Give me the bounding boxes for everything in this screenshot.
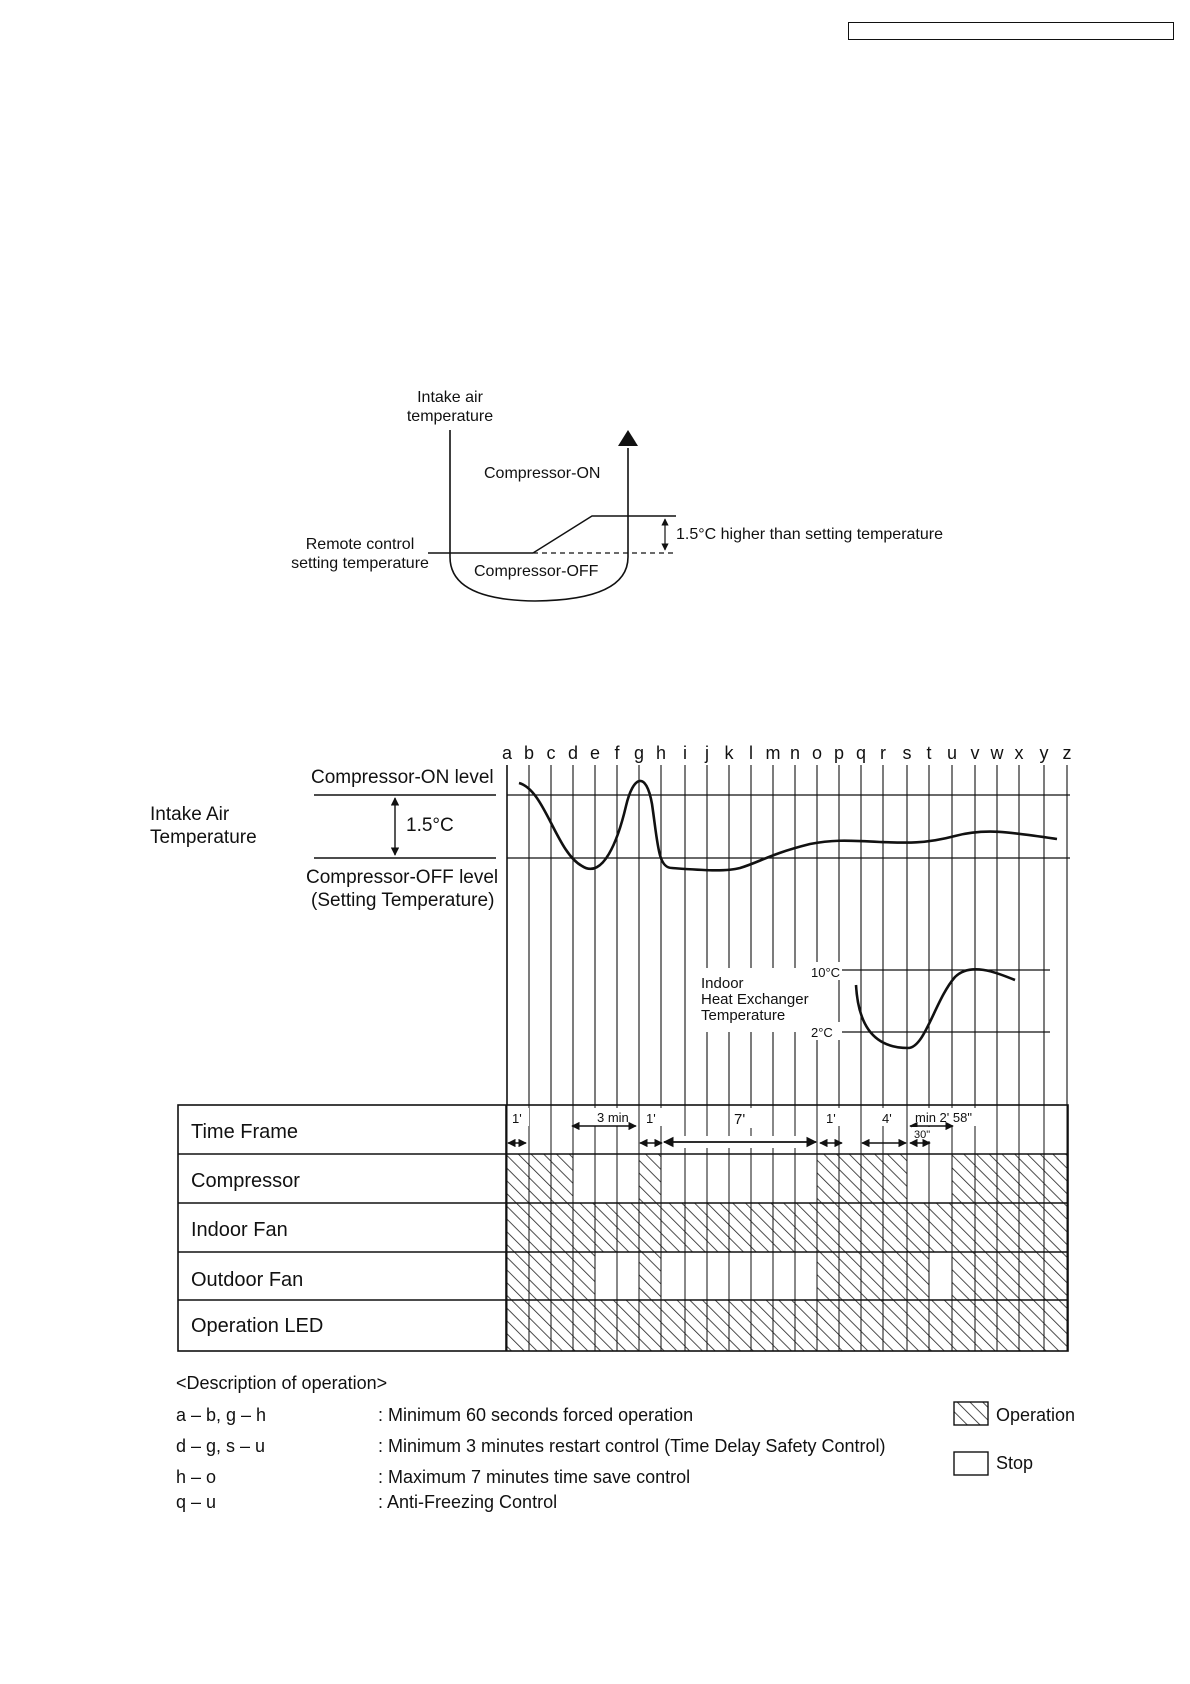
tf-30: 30"	[914, 1129, 931, 1141]
state-cell	[639, 1203, 661, 1252]
state-cell	[997, 1203, 1019, 1252]
setting-temp-label: Remote control	[305, 536, 415, 553]
state-cell	[795, 1154, 817, 1203]
hx-low-label: 2°C	[811, 1025, 833, 1040]
state-cell	[952, 1203, 975, 1252]
state-cell	[997, 1154, 1019, 1203]
state-cell	[795, 1252, 817, 1300]
state-cell	[707, 1154, 729, 1203]
state-cell	[573, 1203, 595, 1252]
state-cell	[929, 1203, 952, 1252]
state-cell	[773, 1300, 795, 1351]
tf-4: 1'	[826, 1111, 836, 1126]
state-cell	[685, 1203, 707, 1252]
column-label-m: m	[765, 743, 781, 763]
tf-7: 7'	[734, 1111, 746, 1128]
state-cell	[1044, 1300, 1067, 1351]
state-cell	[795, 1300, 817, 1351]
state-cell	[639, 1300, 661, 1351]
state-cell	[861, 1154, 883, 1203]
state-cell	[529, 1154, 551, 1203]
row-label-compressor: Compressor	[191, 1170, 300, 1192]
legend-stop-swatch	[954, 1452, 988, 1475]
state-cell	[617, 1252, 639, 1300]
setting-temp-label-2: setting temperature	[291, 555, 429, 572]
state-cell	[883, 1300, 907, 1351]
state-cell	[551, 1300, 573, 1351]
state-cell	[975, 1203, 997, 1252]
compressor-off-label: Compressor-OFF	[474, 563, 599, 580]
state-cell	[1019, 1154, 1044, 1203]
intake-air-label-2: temperature	[406, 408, 494, 425]
state-cell	[507, 1203, 529, 1252]
description-items	[176, 1405, 885, 1512]
state-cell	[507, 1154, 529, 1203]
legend-operation-label: Operation	[996, 1405, 1076, 1425]
state-cell	[707, 1252, 729, 1300]
state-cell	[729, 1300, 751, 1351]
column-label-r: r	[880, 743, 886, 763]
description-title: <Description of operation>	[176, 1373, 388, 1393]
state-cell	[861, 1252, 883, 1300]
column-label-b: b	[523, 743, 535, 763]
state-cell	[817, 1203, 839, 1252]
state-cell	[507, 1252, 529, 1300]
state-cell	[661, 1203, 685, 1252]
state-cell	[975, 1252, 997, 1300]
state-cell	[751, 1154, 773, 1203]
on-arrow-head	[618, 430, 638, 446]
state-cell	[751, 1252, 773, 1300]
state-cell	[595, 1252, 617, 1300]
state-cell	[661, 1300, 685, 1351]
state-cell	[729, 1203, 751, 1252]
column-label-h: h	[655, 743, 667, 763]
state-cell	[997, 1252, 1019, 1300]
state-cell	[773, 1203, 795, 1252]
tf-2: 1'	[646, 1111, 656, 1126]
column-label-x: x	[1014, 743, 1024, 763]
column-label-w: w	[990, 743, 1004, 763]
state-cell	[952, 1252, 975, 1300]
state-cell	[907, 1154, 929, 1203]
state-cell	[729, 1252, 751, 1300]
state-cell	[883, 1154, 907, 1203]
state-cell	[551, 1252, 573, 1300]
state-cell	[817, 1300, 839, 1351]
state-cell	[907, 1203, 929, 1252]
state-cell	[883, 1203, 907, 1252]
on-level-label: Compressor-ON level	[311, 767, 494, 788]
row-label-indoor-fan: Indoor Fan	[191, 1219, 288, 1241]
state-cell	[685, 1252, 707, 1300]
state-cell	[907, 1300, 929, 1351]
column-label-k: k	[724, 743, 734, 763]
state-cell	[507, 1300, 529, 1351]
state-cell	[975, 1300, 997, 1351]
state-cell	[751, 1300, 773, 1351]
column-label-i: i	[683, 743, 687, 763]
state-cell	[639, 1154, 661, 1203]
upper-grid	[507, 765, 1067, 1105]
state-cell	[551, 1203, 573, 1252]
description-text: : Maximum 7 minutes time save control	[378, 1467, 691, 1487]
hysteresis-diagram	[291, 389, 943, 601]
description-text: : Anti-Freezing Control	[378, 1492, 558, 1512]
description-text: : Minimum 3 minutes restart control (Time Delay Safety Control)	[378, 1436, 886, 1456]
state-cell	[573, 1300, 595, 1351]
state-cell	[883, 1252, 907, 1300]
intake-air-label: Intake air	[417, 389, 483, 406]
state-cell	[529, 1300, 551, 1351]
state-cell	[707, 1300, 729, 1351]
off-level-label-2: (Setting Temperature)	[311, 890, 495, 911]
row-label-time-frame: Time Frame	[191, 1121, 299, 1143]
diff-label-timing: 1.5°C	[406, 815, 454, 836]
column-label-n: n	[789, 743, 801, 763]
state-cell	[685, 1300, 707, 1351]
description-range: q – u	[176, 1492, 217, 1512]
column-label-d: d	[567, 743, 579, 763]
state-cell	[952, 1154, 975, 1203]
legend-stop-label: Stop	[996, 1453, 1034, 1473]
state-cell	[617, 1300, 639, 1351]
state-cell	[1019, 1203, 1044, 1252]
column-label-f: f	[614, 743, 620, 763]
state-cell	[661, 1252, 685, 1300]
state-cell	[861, 1300, 883, 1351]
off-level-label: Compressor-OFF level	[306, 867, 499, 888]
state-cell	[729, 1154, 751, 1203]
state-cell	[861, 1203, 883, 1252]
state-cell	[1019, 1300, 1044, 1351]
tf-5: 4'	[882, 1111, 892, 1126]
column-label-a: a	[501, 743, 513, 763]
intake-air-temp-label: Intake Air	[150, 804, 230, 825]
state-cell	[685, 1154, 707, 1203]
column-label-y: y	[1039, 743, 1049, 763]
column-label-l: l	[749, 743, 753, 763]
state-cell	[817, 1154, 839, 1203]
state-cell	[929, 1252, 952, 1300]
state-cell	[639, 1252, 661, 1300]
row-label-outdoor-fan: Outdoor Fan	[191, 1269, 304, 1291]
hx-high-label: 10°C	[811, 965, 841, 980]
column-label-j: j	[705, 743, 709, 763]
description-range: d – g, s – u	[176, 1436, 266, 1456]
column-label-t: t	[926, 743, 932, 763]
state-cell	[529, 1252, 551, 1300]
time-frame-annotations	[508, 1108, 980, 1148]
state-cell	[975, 1154, 997, 1203]
description-text: : Minimum 60 seconds forced operation	[378, 1405, 694, 1425]
column-label-v: v	[970, 743, 980, 763]
tf-3min: 3 min	[597, 1110, 629, 1125]
timing-chart	[150, 743, 1072, 1351]
state-cell	[573, 1252, 595, 1300]
state-cell	[595, 1203, 617, 1252]
compressor-on-label: Compressor-ON	[484, 465, 601, 482]
column-label-s: s	[902, 743, 912, 763]
hx-label: Indoor	[701, 975, 744, 992]
column-label-u: u	[946, 743, 958, 763]
state-cell	[907, 1252, 929, 1300]
state-cell	[707, 1203, 729, 1252]
hx-temp-curve	[856, 969, 1015, 1048]
tf-6: min 2' 58"	[915, 1110, 972, 1125]
column-label-q: q	[855, 743, 867, 763]
description-range: h – o	[176, 1467, 217, 1487]
state-cell	[795, 1203, 817, 1252]
state-cell	[929, 1300, 952, 1351]
intake-air-temp-label-2: Temperature	[150, 827, 257, 848]
state-cell	[839, 1300, 861, 1351]
intake-temp-curve	[519, 781, 1057, 870]
hx-label-2: Heat Exchanger	[701, 991, 809, 1008]
state-cell	[595, 1154, 617, 1203]
row-label-operation-led: Operation LED	[191, 1315, 324, 1337]
column-labels	[502, 743, 1072, 763]
state-cell	[773, 1154, 795, 1203]
state-cell	[773, 1252, 795, 1300]
state-cell	[817, 1252, 839, 1300]
legend-operation-swatch	[954, 1402, 988, 1425]
column-label-p: p	[833, 743, 845, 763]
column-label-e: e	[589, 743, 601, 763]
state-cell	[1044, 1154, 1067, 1203]
state-cell	[839, 1154, 861, 1203]
column-label-o: o	[811, 743, 823, 763]
state-cell	[551, 1154, 573, 1203]
column-label-z: z	[1062, 743, 1072, 763]
state-cell	[617, 1203, 639, 1252]
column-label-c: c	[546, 743, 556, 763]
state-cell	[997, 1300, 1019, 1351]
description-range: a – b, g – h	[176, 1405, 267, 1425]
state-cell	[929, 1154, 952, 1203]
hx-label-3: Temperature	[701, 1007, 786, 1024]
state-cell	[661, 1154, 685, 1203]
state-cell	[1044, 1203, 1067, 1252]
state-cell	[595, 1300, 617, 1351]
switch-line	[533, 516, 676, 553]
state-cell	[573, 1154, 595, 1203]
state-cell	[952, 1300, 975, 1351]
description-section	[176, 1373, 1075, 1512]
state-cell	[751, 1203, 773, 1252]
state-cell	[1019, 1252, 1044, 1300]
column-label-g: g	[633, 743, 645, 763]
state-cell	[529, 1203, 551, 1252]
state-cell	[1044, 1252, 1067, 1300]
state-cell	[839, 1203, 861, 1252]
state-cell	[839, 1252, 861, 1300]
diff-label: 1.5°C higher than setting temperature	[676, 526, 943, 543]
state-cell	[617, 1154, 639, 1203]
tf-1: 1'	[512, 1111, 522, 1126]
